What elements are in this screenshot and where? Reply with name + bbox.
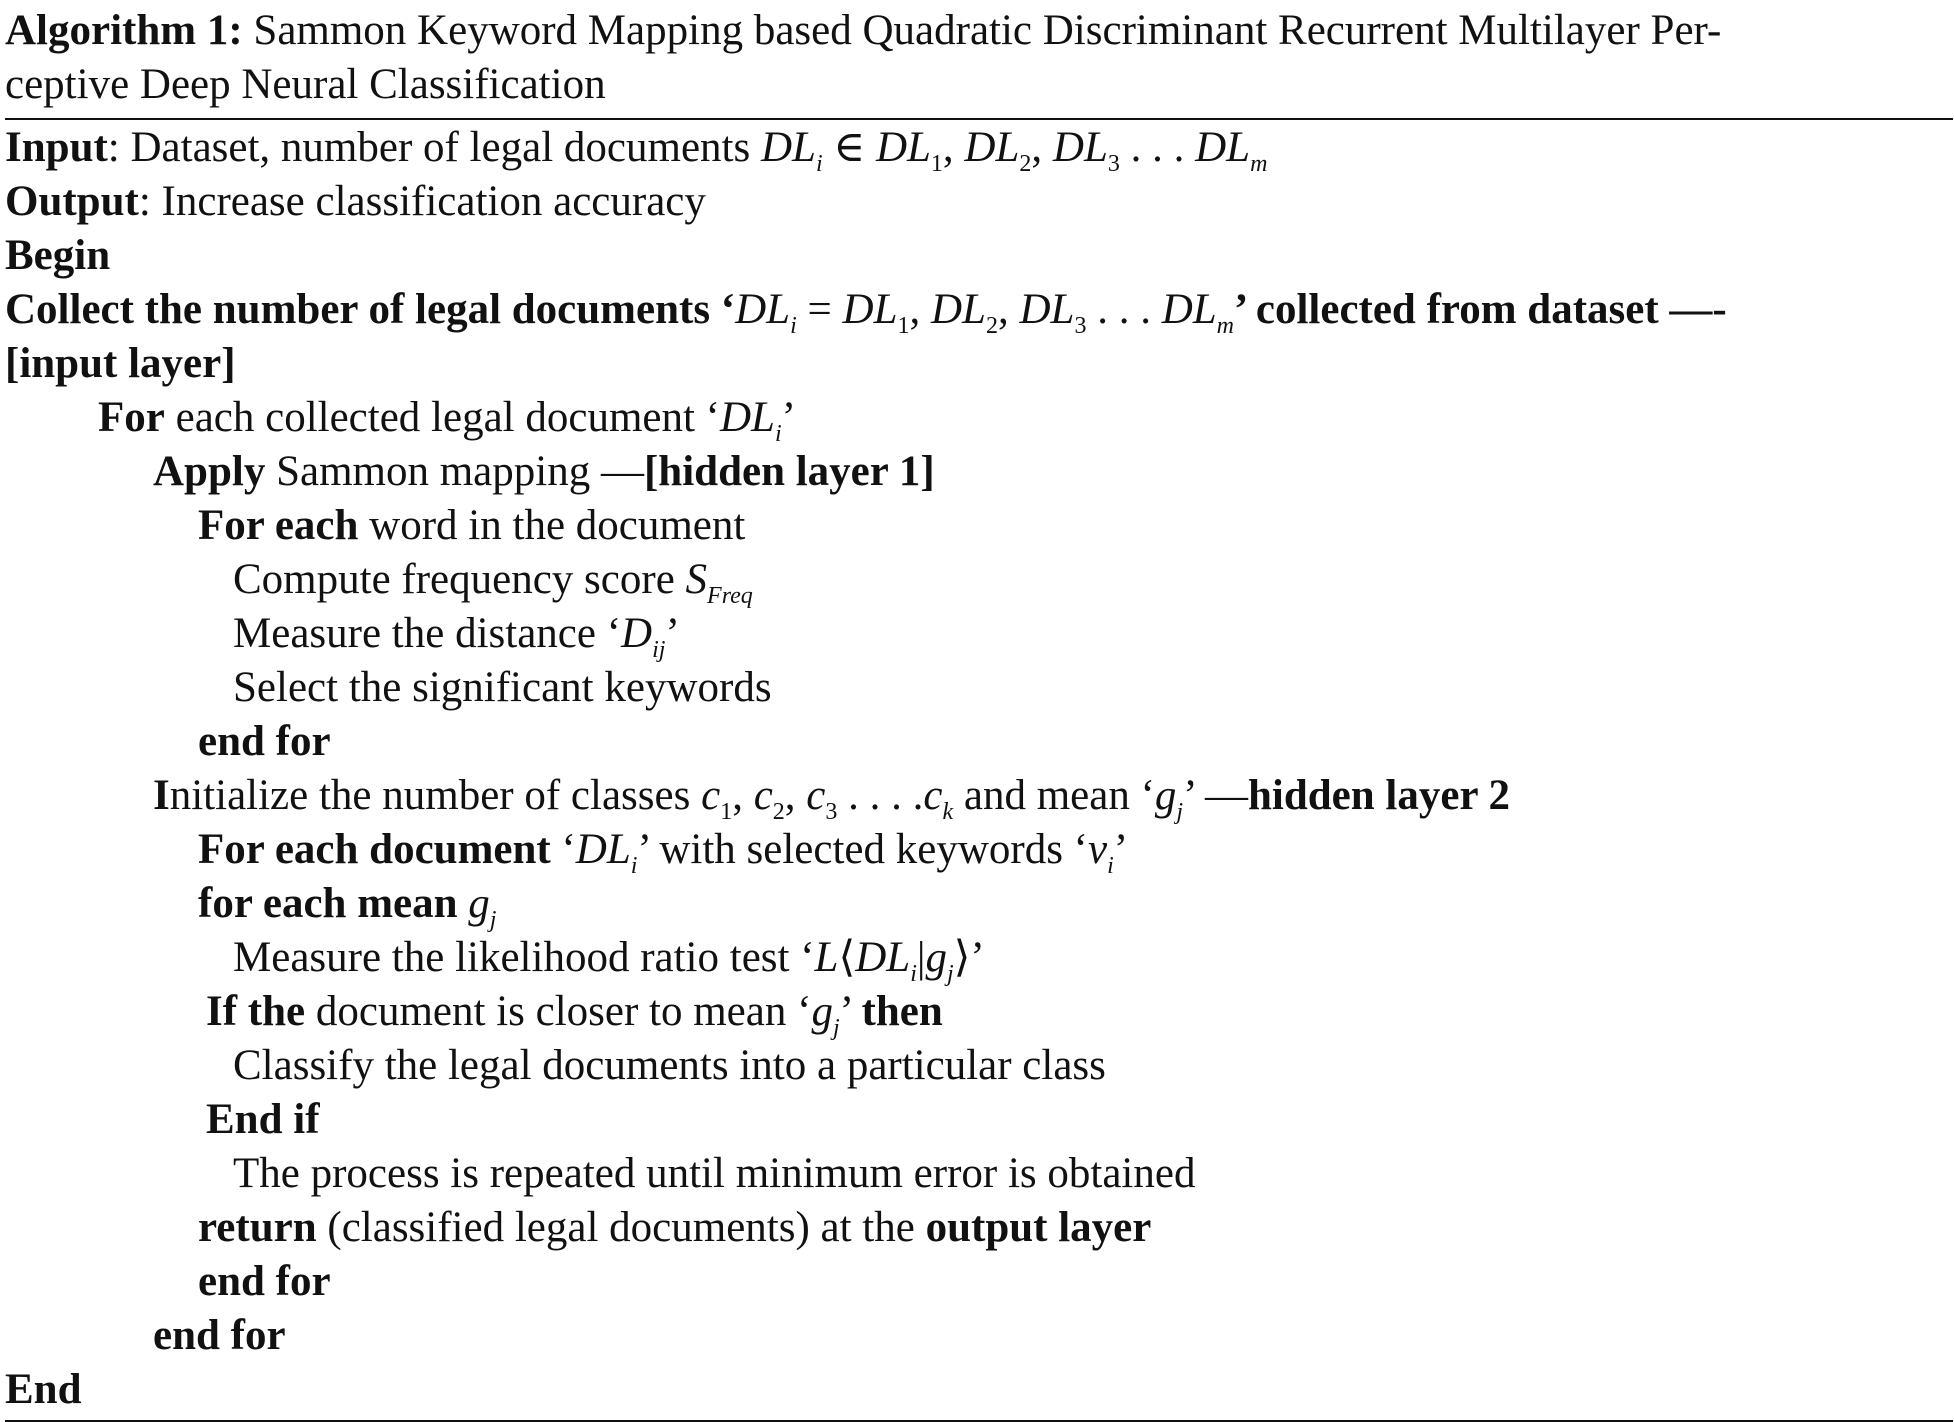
end-for-line-1: end for [198, 718, 331, 765]
algorithm-body [5, 121, 1953, 1422]
algorithm-title: Sammon Keyword Mapping based Quadratic Discriminant Recurrent Multilayer Per- [253, 7, 1722, 54]
begin-line: Begin [5, 232, 111, 279]
apply-line: Apply Sammon mapping —[hidden layer 1] [153, 448, 935, 495]
for-word-line: For each word in the document [198, 502, 746, 549]
output-line: Output: Increase classification accuracy [5, 178, 706, 225]
for-doc-line: For each collected legal document ‘$DL_i$’ [98, 394, 796, 447]
collect-line: Collect the number of legal documents ‘$DL_i = DL_1$, $DL_2$, $DL_3$ . . . $DL_m$’ collected from dataset —- [5, 286, 1727, 339]
for-each-doc-line: For each document ‘$DL_i$’ with selected keywords ‘$v_i$’ [198, 826, 1129, 879]
algorithm-label: Algorithm 1: [5, 7, 243, 54]
measure-distance-line: Measure the distance ‘$D_{ij}$’ [233, 610, 680, 663]
select-line: Select the significant keywords [233, 664, 772, 711]
algorithm-title-cont: ceptive Deep Neural Classification [5, 61, 606, 108]
return-line: return (classified legal documents) at the output layer [198, 1204, 1152, 1251]
initialize-line: Initialize the number of classes $c_1$, $c_2$, $c_3$ . . . $.c_k$ and mean ‘$g_j$’ —hidden layer 2 [153, 772, 1510, 825]
end-for-line-3: end for [153, 1312, 286, 1359]
end-for-line-2: end for [198, 1258, 331, 1305]
collect-line-cont: [input layer] [5, 340, 236, 387]
end-line: End [5, 1366, 82, 1413]
likelihood-line: Measure the likelihood ratio test ‘$L⟨DL_i|g_j⟩$’ [233, 934, 985, 987]
end-if-line: End if [206, 1096, 320, 1143]
process-line: The process is repeated until minimum error is obtained [233, 1150, 1196, 1197]
if-line: If the document is closer to mean ‘$g_j$’ then [206, 988, 943, 1041]
for-each-mean-line: for each mean $g_j$ [198, 880, 497, 933]
algorithm-caption [5, 4, 1953, 120]
classify-line: Classify the legal documents into a particular class [233, 1042, 1106, 1089]
input-line: Input: Dataset, number of legal documents $DL_i$ ∈ $DL_1$, $DL_2$, $DL_3$ . . . $DL_m$ [5, 124, 1268, 177]
compute-line: Compute frequency score $S_{Freq}$ [233, 556, 753, 609]
algorithm-box [5, 4, 1953, 1422]
